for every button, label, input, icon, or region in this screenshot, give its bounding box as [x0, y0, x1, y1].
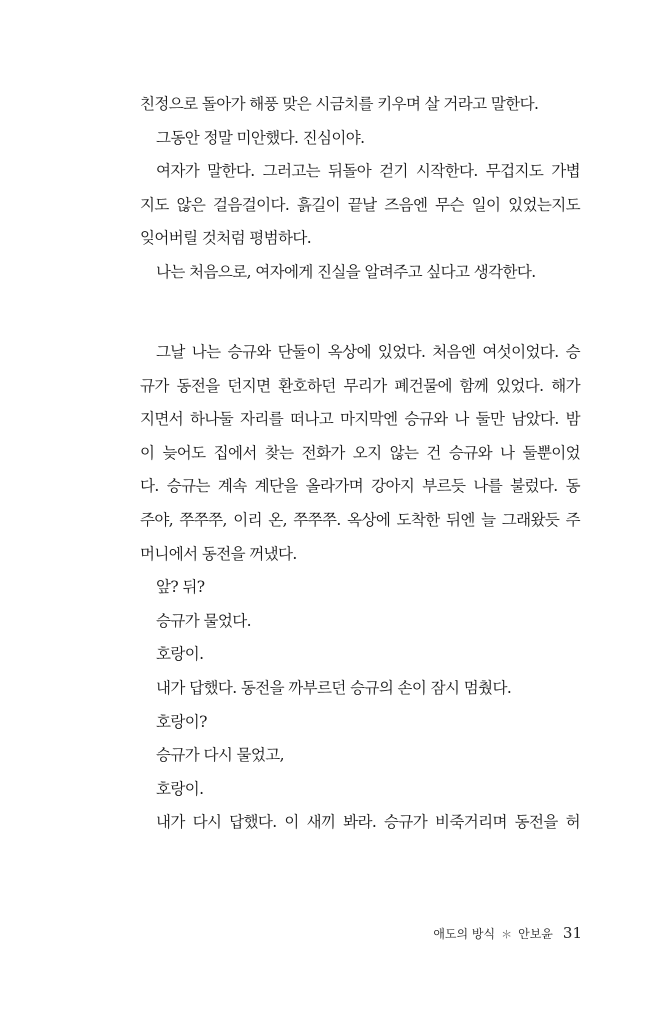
text-line: 이 늦어도 집에서 찾는 전화가 오지 않는 건 승규와 나 둘뿐이었	[140, 443, 580, 462]
text-line: 그동안 정말 미안했다. 진심이야.	[156, 128, 365, 147]
text-line: 내가 다시 답했다. 이 새끼 봐라. 승규가 비죽거리며 동전을 허	[156, 813, 580, 832]
text-line: 지면서 하나둘 자리를 떠나고 마지막엔 승규와 나 둘만 남았다. 밤	[140, 410, 580, 429]
book-title: 애도의 방식	[433, 927, 496, 941]
text-section-1	[140, 88, 580, 290]
text-line: 나는 처음으로, 여자에게 진실을 알려주고 싶다고 생각한다.	[156, 262, 536, 281]
text-line: 주야, 쭈쭈쭈, 이리 온, 쭈쭈쭈. 옥상에 도착한 뒤엔 늘 그래왔듯 주	[140, 510, 580, 529]
running-footer	[433, 924, 582, 942]
text-line: 여자가 말한다. 그러고는 뒤돌아 걷기 시작한다. 무겁지도 가볍	[156, 162, 580, 181]
separator-icon: ＊	[501, 928, 513, 941]
text-line: 승규가 물었다.	[156, 611, 251, 630]
text-line: 호랑이.	[156, 645, 204, 664]
text-line: 규가 동전을 던지면 환호하던 무리가 폐건물에 함께 있었다. 해가	[140, 376, 580, 395]
text-line: 호랑이?	[156, 712, 207, 731]
text-section-2	[140, 336, 580, 840]
text-line: 지도 않은 걸음걸이다. 흙길이 끝날 즈음엔 무슨 일이 있었는지도	[140, 195, 580, 214]
page-number: 31	[562, 924, 582, 942]
text-line: 호랑이.	[156, 779, 204, 798]
text-line: 내가 답했다. 동전을 까부르던 승규의 손이 잠시 멈췄다.	[156, 678, 512, 697]
text-line: 앞? 뒤?	[156, 578, 205, 597]
text-line: 그날 나는 승규와 단둘이 옥상에 있었다. 처음엔 여섯이었다. 승	[156, 343, 580, 361]
text-line: 친정으로 돌아가 해풍 맞은 시금치를 키우며 살 거라고 말한다.	[140, 95, 539, 113]
text-line: 머니에서 동전을 꺼냈다.	[140, 544, 297, 563]
text-line: 잊어버릴 것처럼 평범하다.	[140, 229, 312, 248]
text-line: 다. 승규는 계속 계단을 올라가며 강아지 부르듯 나를 불렀다. 동	[140, 477, 580, 496]
text-line: 승규가 다시 물었고,	[156, 746, 284, 765]
author-name: 안보윤	[518, 927, 553, 941]
